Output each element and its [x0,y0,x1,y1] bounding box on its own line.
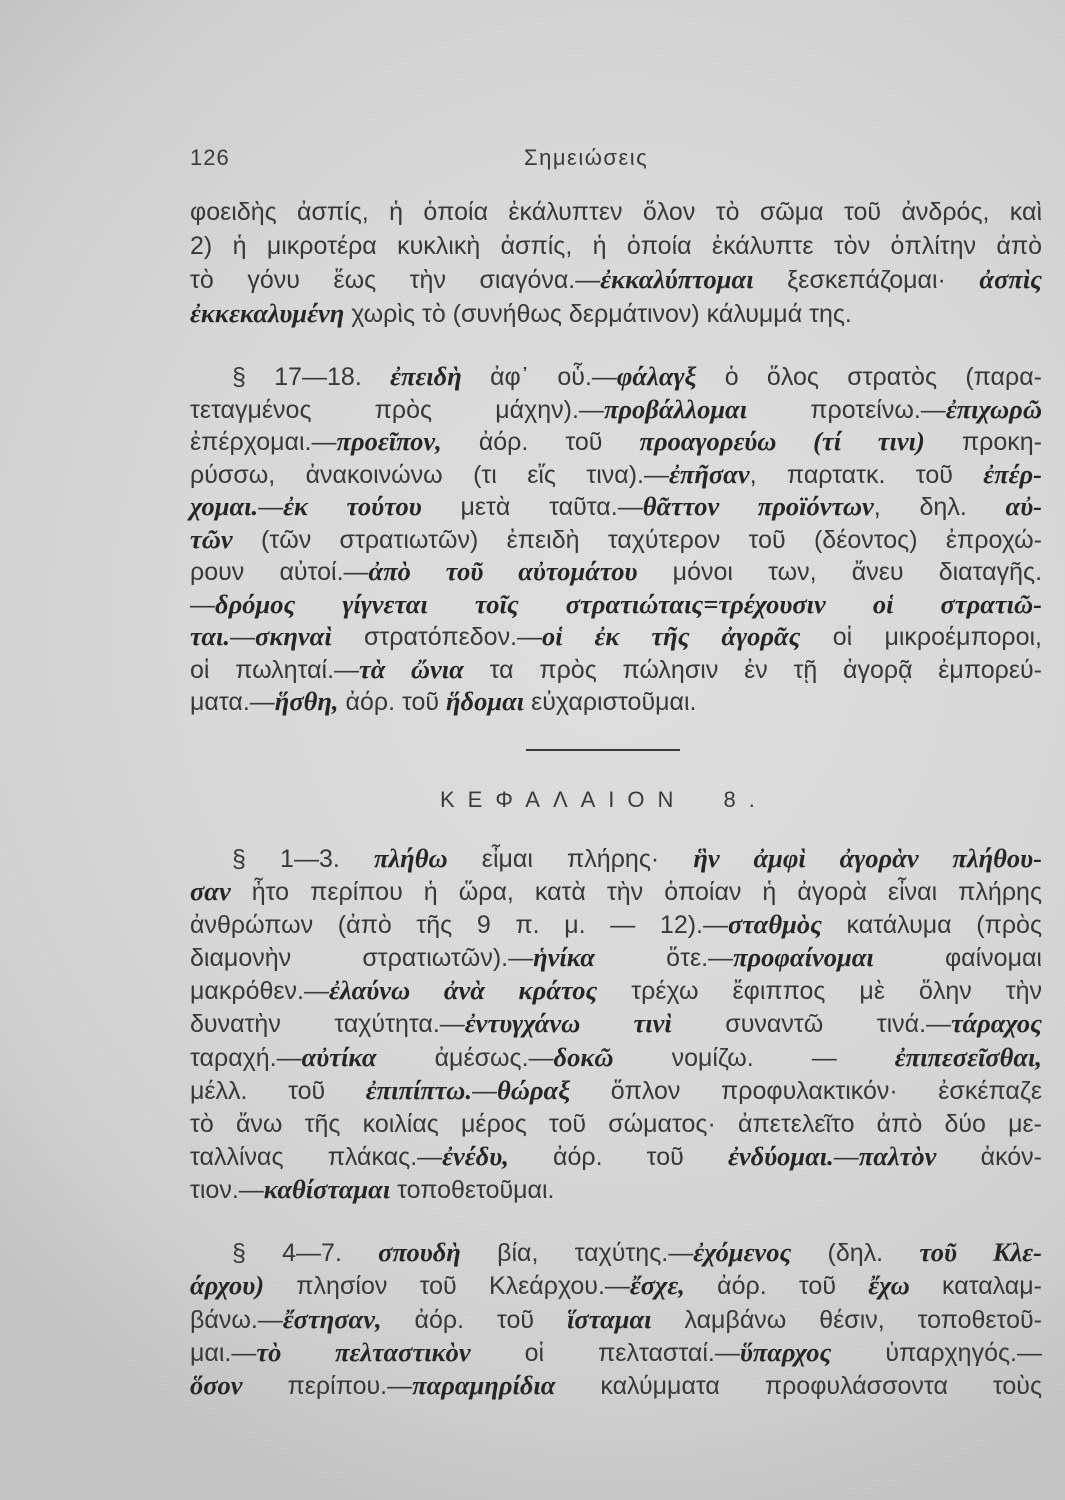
gloss-text: ξεσκεπάζομαι· [753,266,980,294]
note-paragraph [190,195,1042,331]
gloss-text: 2) ἡ μικροτέρα κυκλικὴ ἀσπίς, ἡ ὁποία ἐκάλυπτε τὸν ὁπλίτην ἀπὸ [190,232,1042,260]
text-line [190,1370,1042,1403]
gloss-text: ἀόρ. τοῦ [338,688,447,716]
glossed-term: ἐκκεκαλυμένη [190,298,345,328]
gloss-text: ματα.— [190,688,275,716]
chapter-heading: ΚΕΦΑΛΑΙΟΝ 8. [440,787,768,812]
gloss-text: οἱ μικροέμποροι, [800,623,1043,651]
text-line [190,394,1042,427]
text-line [190,843,1042,876]
glossed-term: τὸ πελταστικὸν [256,1336,471,1367]
page-number: 126 [190,145,230,170]
glossed-term: φάλαγξ [616,361,697,391]
text-line [190,229,1042,263]
glossed-term: τάραχος [951,1008,1042,1039]
glossed-term: ἥδομαι [446,686,525,716]
gloss-text: μακρόθεν.— [190,977,329,1006]
glossed-term: ἐντυγχάνω τινὶ [464,1008,672,1039]
glossed-term: ἐπειδὴ [390,361,462,391]
glossed-term: ὕπαρχος [739,1336,832,1367]
text-line [190,459,1042,492]
glossed-term: τοῦ Κλε- [919,1237,1042,1267]
glossed-term: αὐ- [1005,491,1043,521]
text-line [190,942,1042,975]
text-line [190,1075,1042,1108]
gloss-text: ἐπέρχομαι.— [190,428,337,456]
glossed-term: ἀπὸ τοῦ αὐτομάτου [368,556,638,586]
glossed-term: άρχου) [190,1270,265,1301]
text-line [190,524,1042,557]
glossed-term: ἐκ τούτου [283,491,422,521]
text-line [190,686,1042,719]
gloss-text: λαμβάνω θέσιν, τοποθετοῦ- [651,1305,1042,1334]
glossed-term: ται. [190,621,231,651]
gloss-text: φοειδὴς ἀσπίς, ἡ ὁποία ἐκάλυπτεν ὅλον τὸ σῶμα τοῦ ἀνδρός, καὶ [190,198,1042,226]
glossed-term: ἐλαύνω ἀνὰ κράτος [328,975,598,1006]
glossed-term: χομαι. [190,491,259,521]
gloss-text: — [471,1076,497,1105]
glossed-term: ἔστησαν, [282,1303,382,1334]
glossed-term: ἐχόμενος [693,1237,792,1267]
gloss-text: κατάλυμα (πρὸς [821,911,1042,940]
text-line [190,263,1042,297]
glossed-term: ἵσταμαι [567,1303,652,1334]
gloss-text: βία, ταχύτης.— [460,1239,694,1267]
glossed-term: δρόμος γίγνεται τοῖς στρατιώταις=τρέχουσιν οἱ στρατιῶ- [215,588,1042,619]
text-line [190,1304,1042,1337]
glossed-term: προεῖπον, [336,426,442,456]
text-line [190,621,1042,654]
gloss-text: — [258,493,284,521]
glossed-term: ἐπιπεσεῖσθαι, [894,1041,1042,1072]
gloss-text: § 4—7. [232,1239,379,1267]
gloss-text: § 17—18. [232,363,391,391]
gloss-text: (τῶν στρατιωτῶν) ἐπειδὴ ταχύτερον τοῦ (δέοντος) ἐπροχώ- [232,525,1042,554]
glossed-term: ἐπέρ- [983,458,1042,489]
gloss-text: μόνοι των, ἄνευ διαταγῆς. [637,558,1043,586]
gloss-text: ὅπλον προφυλακτικόν· ἐσκέπαζε [570,1076,1043,1105]
gloss-text: εἶμαι πλήρης· [447,845,694,873]
glossed-term: ἐπιπίπτω. [365,1074,472,1105]
text-line [190,589,1042,622]
gloss-text: στρατόπεδον.— [331,623,543,651]
gloss-text: τὸ γόνυ ἕως τὴν σιαγόνα.— [190,266,601,294]
gloss-text: ἦτο περίπου ἡ ὥρα, κατὰ τὴν ὁποίαν ἡ ἀγορὰ εἶναι πλήρης [230,878,1042,907]
text-line [190,1008,1042,1041]
glossed-term: δοκῶ [553,1041,614,1072]
glossed-term: ἡνίκα [533,942,595,973]
glossed-term: ἀσπὶς [979,264,1042,294]
gloss-text: ἀνθρώπων (ἀπὸ τῆς 9 π. μ. — 12).— [190,911,728,940]
note-paragraph [190,361,1042,719]
text-line [190,876,1042,909]
gloss-text: ρύσσω, ἀνακοινώνω (τι εἴς τινα).— [190,460,669,489]
text-line [190,556,1042,589]
gloss-text: ταραχή.— [190,1043,302,1072]
gloss-text: ἀόρ. τοῦ [381,1305,568,1334]
gloss-text: ρουν αὐτοί.— [190,558,369,586]
gloss-text: νομίζω. — [613,1043,895,1072]
gloss-text: ἀμέσως.— [376,1043,554,1072]
glossed-term: τὰ ὤνια [359,653,464,684]
text-line [190,195,1042,229]
text-line [190,297,1042,331]
glossed-term: προαγορεύω (τί τινι) [639,426,925,456]
gloss-text: — [190,590,215,619]
glossed-term: τῶν [190,523,233,554]
text-line [190,1270,1042,1303]
gloss-text: τεταγμένος πρὸς μάχην).— [190,395,604,424]
text-line [190,426,1042,459]
gloss-text: εὐχαριστοῦμαι. [524,688,697,716]
gloss-text: τα πρὸς πώλησιν ἐν τῇ ἀγορᾷ ἐμπορεύ- [463,655,1042,684]
gloss-text: καλύμματα προφυλάσσοντα τοὺς [555,1372,1042,1400]
glossed-term: σαν [190,876,231,907]
gloss-text: ὅτε.— [594,944,734,973]
gloss-text: — [833,1142,859,1171]
glossed-term: ἥσθη, [274,686,339,716]
gloss-text: ἀόρ. τοῦ [508,1142,728,1171]
text-line [190,975,1042,1008]
text-line [190,909,1042,942]
gloss-text: ἀόρ. τοῦ [684,1272,869,1301]
section-divider-rule [526,749,680,751]
glossed-term: σπουδὴ [378,1237,461,1267]
glossed-term: θώραξ [496,1074,571,1105]
glossed-term: σταθμὸς [728,909,822,940]
glossed-term: οἱ ἐκ τῆς ἀγορᾶς [542,621,801,651]
gloss-text: (δηλ. [791,1239,920,1267]
gloss-text: μαι.— [190,1338,257,1367]
glossed-term: ἔσχε, [629,1270,685,1301]
glossed-term: πλήθω [373,843,448,873]
gloss-text: οἱ πελτασταί.— [470,1338,740,1367]
gloss-text: μετὰ ταῦτα.— [421,493,643,521]
gloss-text: περίπου.— [242,1372,413,1400]
gloss-text: τοποθετοῦμαι. [390,1175,555,1204]
gloss-text: διαμονὴν στρατιωτῶν).— [190,944,534,973]
text-line [190,1237,1042,1270]
text-line [190,361,1042,394]
gloss-text: ἀφ᾽ οὗ.— [461,363,617,391]
glossed-term: παραμηρίδια [412,1370,556,1400]
glossed-term: ἐπῆσαν [669,458,750,489]
gloss-text: τὸ ἄνω τῆς κοιλίας μέρος τοῦ σώματος· ἀπετελεῖτο ἀπὸ δύο με- [190,1109,1042,1138]
glossed-term: ἐνέδυ, [442,1140,509,1171]
text-line [190,1141,1042,1174]
gloss-text: προκη- [924,428,1042,456]
gloss-text: φαίνομαι [873,944,1042,973]
glossed-term: προβάλλομαι [603,393,748,424]
gloss-text: πλησίον τοῦ Κλεάρχου.— [264,1272,630,1301]
text-line [190,1042,1042,1075]
gloss-text: τρέχω ἔφιππος μὲ ὅλην τὴν [597,977,1042,1006]
gloss-text: οἱ πωληταί.— [190,655,360,684]
glossed-term: ἣν ἀμφὶ ἀγορὰν πλήθου- [693,843,1042,873]
text-line [190,491,1042,524]
running-title: Σημειώσεις [524,145,649,170]
glossed-term: ἔχω [868,1270,910,1301]
glossed-term: ἐκκαλύπτομαι [600,264,754,294]
text-line [190,1108,1042,1141]
gloss-text: καταλαμ- [909,1272,1042,1301]
glossed-term: παλτὸν [858,1140,937,1171]
gloss-text: ταλλίνας πλάκας.— [190,1142,443,1171]
glossed-term: καθίσταμαι [263,1173,391,1204]
glossed-term: ὅσον [190,1370,243,1400]
gloss-text: , παρτατκ. τοῦ [749,460,984,489]
gloss-text: ὁ ὅλος στρατὸς (παρα- [696,363,1042,391]
gloss-text: § 1—3. [232,845,374,873]
glossed-term: ἐνδύομαι. [727,1140,834,1171]
gloss-text: δυνατὴν ταχύτητα.— [190,1010,465,1039]
gloss-text: , δηλ. [873,493,1006,521]
gloss-text: μέλλ. τοῦ [190,1076,366,1105]
note-paragraph [190,1237,1042,1403]
glossed-term: αὐτίκα [301,1041,377,1072]
gloss-text: ὑπαρχηγός.— [831,1338,1042,1367]
gloss-text: ἀκόν- [936,1142,1042,1171]
text-line [190,654,1042,687]
glossed-term: θᾶττον προϊόντων [642,491,874,521]
text-line [190,1174,1042,1207]
note-paragraph [190,843,1042,1207]
gloss-text: — [230,623,256,651]
glossed-term: ἐπιχωρῶ [945,393,1042,424]
gloss-text: χωρὶς τὸ (συνήθως δερμάτινον) κάλυμμά της. [344,300,852,328]
text-line [190,1337,1042,1370]
gloss-text: τιον.— [190,1175,264,1204]
gloss-text: ἀόρ. τοῦ [441,428,640,456]
gloss-text: βάνω.— [190,1305,283,1334]
glossed-term: προφαίνομαι [733,942,874,973]
gloss-text: προτείνω.— [747,395,946,424]
gloss-text: συναντῶ τινά.— [671,1010,952,1039]
glossed-term: σκηναὶ [255,621,332,651]
